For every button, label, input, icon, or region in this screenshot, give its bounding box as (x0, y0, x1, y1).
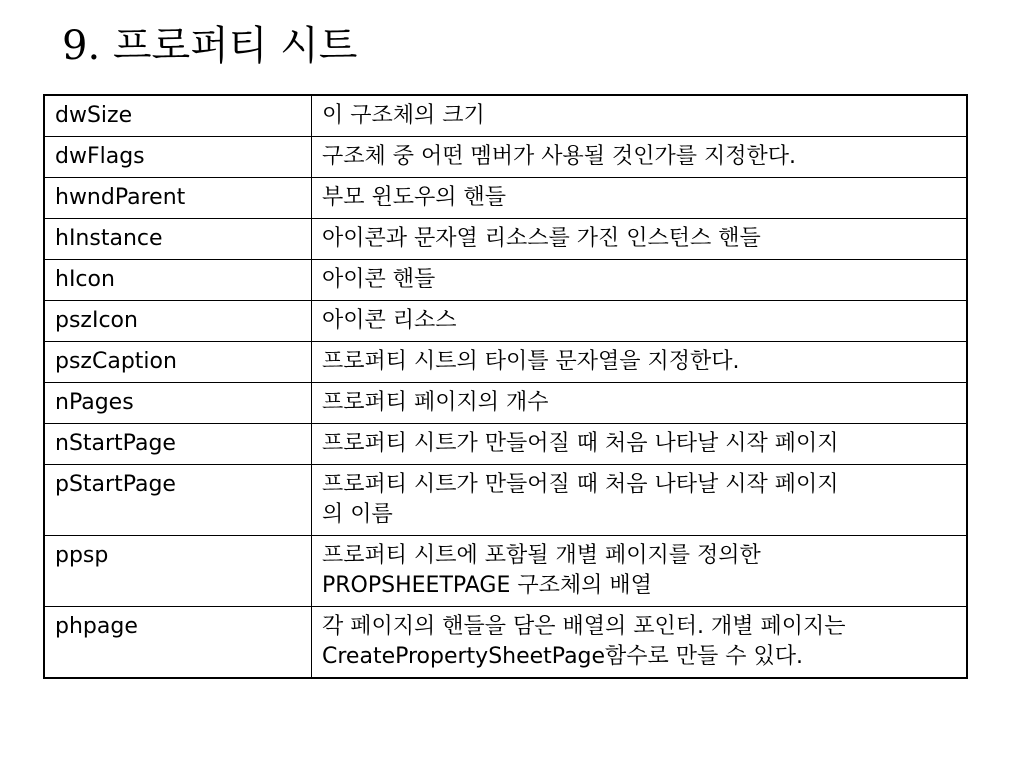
field-name: nPages (44, 383, 312, 424)
field-description: 프로퍼티 시트가 만들어질 때 처음 나타날 시작 페이지 의 이름 (312, 465, 968, 536)
field-description: 부모 윈도우의 핸들 (312, 178, 968, 219)
field-name: dwSize (44, 95, 312, 137)
field-description: 아이콘 핸들 (312, 260, 968, 301)
field-description: 프로퍼티 페이지의 개수 (312, 383, 968, 424)
table-row (44, 536, 967, 607)
table-row (44, 424, 967, 465)
table-row (44, 95, 967, 137)
table-row (44, 219, 967, 260)
table-row (44, 137, 967, 178)
table-row (44, 301, 967, 342)
field-name: phpage (44, 607, 312, 679)
field-description: 프로퍼티 시트에 포함될 개별 페이지를 정의한 PROPSHEETPAGE 구조체의 배열 (312, 536, 968, 607)
field-description: 프로퍼티 시트의 타이틀 문자열을 지정한다. (312, 342, 968, 383)
field-name: hIcon (44, 260, 312, 301)
field-name: pszIcon (44, 301, 312, 342)
field-name: hwndParent (44, 178, 312, 219)
field-description: 아이콘과 문자열 리소스를 가진 인스턴스 핸들 (312, 219, 968, 260)
table-row (44, 383, 967, 424)
field-name: ppsp (44, 536, 312, 607)
table-row (44, 178, 967, 219)
table-row (44, 607, 967, 679)
field-name: pszCaption (44, 342, 312, 383)
field-description: 프로퍼티 시트가 만들어질 때 처음 나타날 시작 페이지 (312, 424, 968, 465)
field-description: 이 구조체의 크기 (312, 95, 968, 137)
field-name: hInstance (44, 219, 312, 260)
field-name: nStartPage (44, 424, 312, 465)
field-name: pStartPage (44, 465, 312, 536)
slide-title: 9. 프로퍼티 시트 (62, 23, 358, 69)
property-table (43, 94, 968, 679)
table-row (44, 465, 967, 536)
field-description: 아이콘 리소스 (312, 301, 968, 342)
table-row (44, 342, 967, 383)
field-name: dwFlags (44, 137, 312, 178)
field-description: 각 페이지의 핸들을 담은 배열의 포인터. 개별 페이지는 CreatePropertySheetPage함수로 만들 수 있다. (312, 607, 968, 679)
field-description: 구조체 중 어떤 멤버가 사용될 것인가를 지정한다. (312, 137, 968, 178)
table-row (44, 260, 967, 301)
